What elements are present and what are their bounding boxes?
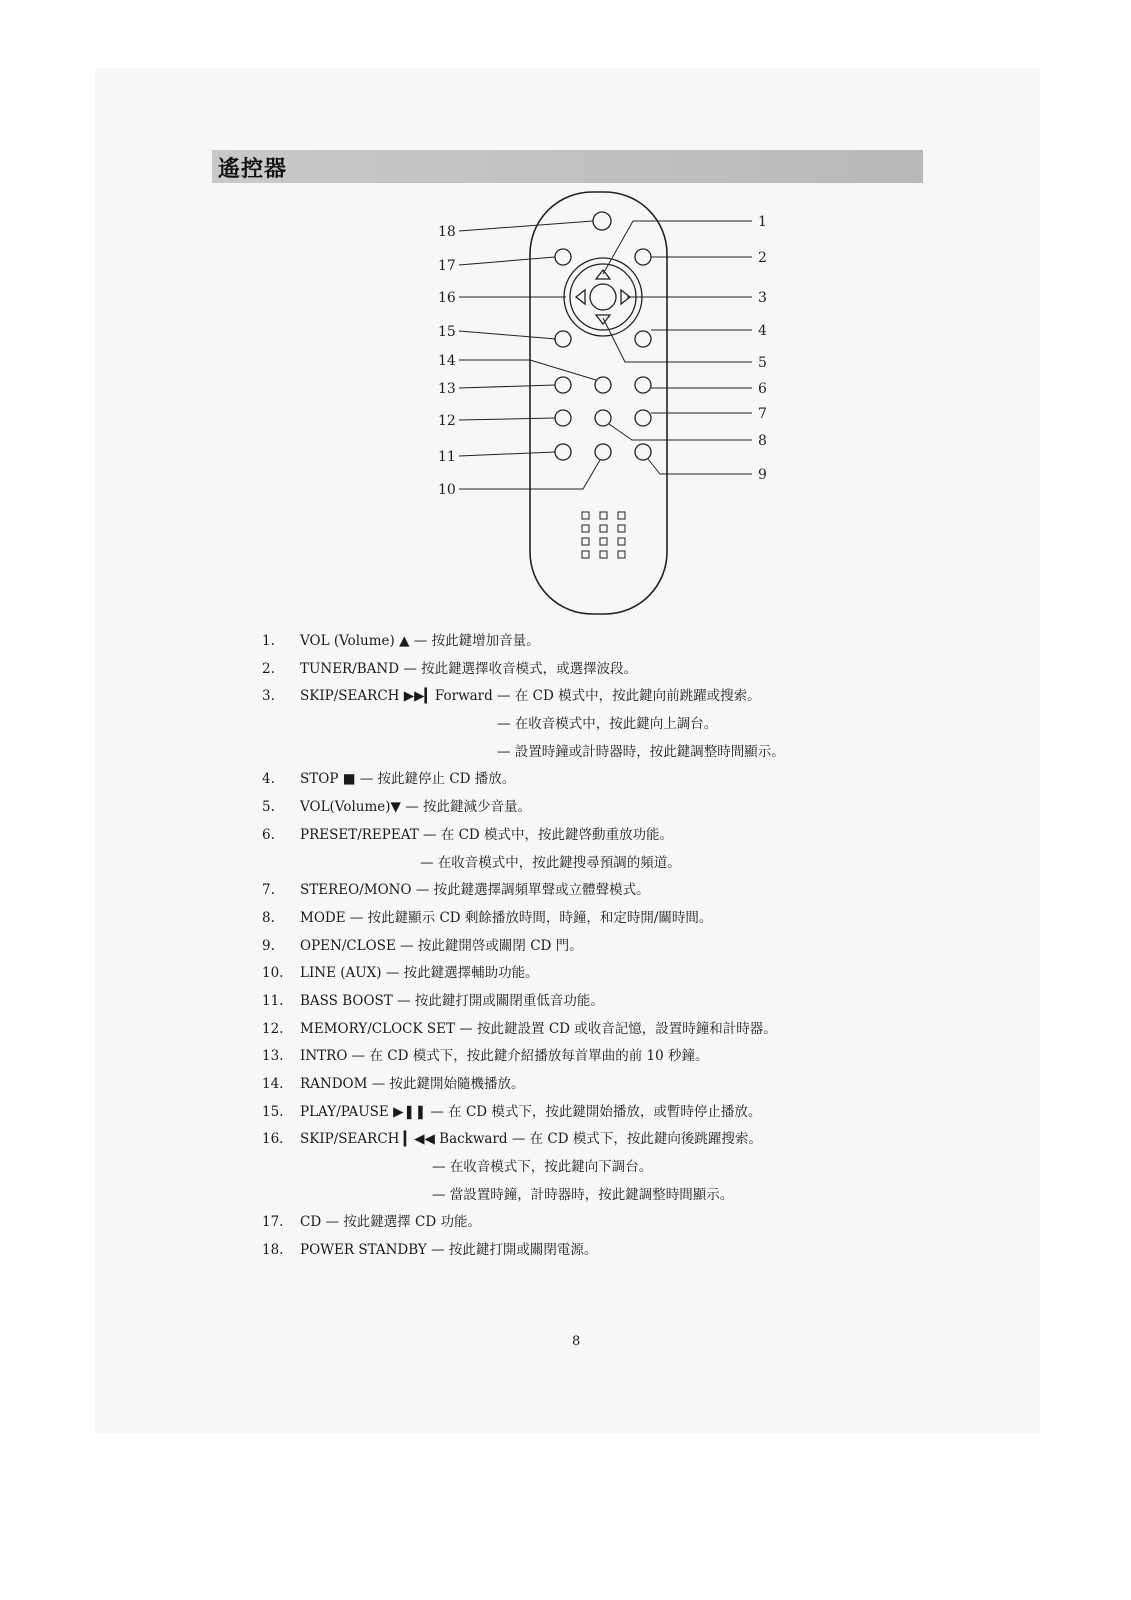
- item-number: 17.: [262, 1214, 284, 1231]
- list-item: [262, 683, 962, 711]
- item-text: OPEN/CLOSE — 按此鍵開啓或關閉 CD 門。: [300, 937, 583, 954]
- stop-button-shape: [590, 284, 616, 310]
- item-text: BASS BOOST — 按此鍵打開或關閉重低音功能。: [300, 992, 604, 1009]
- item-text: SKIP/SEARCH ▎◀◀ Backward — 在 CD 模式下，按此鍵向後跳躍搜索。: [300, 1131, 762, 1148]
- item-number: 18.: [262, 1242, 284, 1259]
- item-number: 7.: [262, 882, 275, 899]
- item-text: INTRO — 在 CD 模式下，按此鍵介紹播放每首單曲的前 10 秒鐘。: [300, 1048, 709, 1065]
- power-button-shape: [593, 212, 611, 230]
- callout-5: 5: [758, 355, 767, 371]
- list-item: [262, 1209, 962, 1237]
- item-text: SKIP/SEARCH ▶▶▎Forward — 在 CD 模式中，按此鍵向前跳躍或搜索。: [300, 688, 761, 705]
- callout-9: 9: [758, 467, 767, 483]
- skip-back-arrow: [576, 290, 585, 304]
- tuner-band-button-shape: [635, 249, 651, 265]
- item-number: 9.: [262, 937, 275, 954]
- vol-up-arrow: [596, 270, 610, 279]
- callout-7: 7: [758, 406, 767, 422]
- list-item: [262, 988, 962, 1016]
- item-text: POWER STANDBY — 按此鍵打開或關閉電源。: [300, 1242, 598, 1259]
- item-text: CD — 按此鍵選擇 CD 功能。: [300, 1214, 481, 1231]
- list-item: [262, 1126, 962, 1154]
- button-description-list: [262, 628, 962, 1265]
- intro-button-shape: [555, 377, 571, 393]
- item-number: 16.: [262, 1131, 284, 1148]
- callout-13: 13: [438, 381, 456, 397]
- item-number: 2.: [262, 660, 275, 677]
- callout-16: 16: [438, 290, 456, 306]
- item-number: 6.: [262, 826, 275, 843]
- callout-2: 2: [758, 250, 767, 266]
- list-item: [262, 960, 962, 988]
- list-item: [262, 1043, 962, 1071]
- open-close-button-shape: [635, 444, 651, 460]
- item-number: 13.: [262, 1048, 284, 1065]
- vol-down-arrow: [596, 315, 610, 324]
- item-text: RANDOM — 按此鍵開始隨機播放。: [300, 1076, 525, 1092]
- bass-button-shape: [555, 444, 571, 460]
- list-item: [262, 822, 962, 850]
- item-number: 10.: [262, 965, 284, 982]
- callout-18: 18: [438, 224, 456, 240]
- item-number: 3.: [262, 688, 275, 705]
- item-number: 1.: [262, 633, 275, 649]
- list-item-continuation: — 設置時鐘或計時器時，按此鍵調整時間顯示。: [497, 743, 785, 760]
- item-number: 5.: [262, 799, 275, 816]
- mode-button-shape: [595, 410, 611, 426]
- vol-down-button-shape: [635, 331, 651, 347]
- item-number: 8.: [262, 909, 275, 926]
- list-item: [262, 933, 962, 961]
- callout-12: 12: [438, 413, 456, 429]
- list-item-continuation: — 當設置時鐘，計時器時，按此鍵調整時間顯示。: [432, 1186, 734, 1203]
- callout-1: 1: [758, 214, 767, 230]
- callout-10: 10: [438, 482, 456, 498]
- item-text: MEMORY/CLOCK SET — 按此鍵設置 CD 或收音記憶，設置時鐘和計時器。: [300, 1020, 777, 1037]
- item-text: MODE — 按此鍵顯示 CD 剩餘播放時間，時鐘，和定時開/關時間。: [300, 909, 713, 926]
- item-text: LINE (AUX) — 按此鍵選擇輔助功能。: [300, 965, 539, 982]
- callout-11: 11: [438, 449, 456, 465]
- item-text: TUNER/BAND — 按此鍵選擇收音模式，或選擇波段。: [300, 660, 638, 677]
- callout-8: 8: [758, 433, 767, 449]
- list-item: [262, 1071, 962, 1099]
- speaker-grille: [582, 512, 625, 558]
- preset-button-shape: [635, 377, 651, 393]
- item-number: 12.: [262, 1020, 284, 1037]
- line-button-shape: [595, 444, 611, 460]
- list-item: [262, 905, 962, 933]
- callout-leader-lines: [459, 221, 752, 489]
- callout-14: 14: [438, 353, 456, 369]
- random-button-shape: [595, 377, 611, 393]
- item-number: 11.: [262, 992, 284, 1009]
- list-item: [262, 656, 962, 684]
- callout-3: 3: [758, 290, 767, 306]
- item-text: STOP ■ — 按此鍵停止 CD 播放。: [300, 771, 516, 788]
- callout-6: 6: [758, 381, 767, 397]
- list-item: [262, 628, 962, 656]
- list-item: [262, 1016, 962, 1044]
- item-number: 15.: [262, 1103, 284, 1120]
- item-text: PRESET/REPEAT — 在 CD 模式中，按此鍵啓動重放功能。: [300, 826, 674, 843]
- memory-button-shape: [555, 410, 571, 426]
- list-item-continuation: — 在收音模式中，按此鍵搜尋預調的頻道。: [420, 854, 681, 871]
- cd-button-shape: [555, 249, 571, 265]
- page-number: 8: [572, 1334, 581, 1349]
- item-number: 14.: [262, 1076, 284, 1092]
- list-item-continuation: — 在收音模式下，按此鍵向下調台。: [432, 1159, 653, 1176]
- list-item: [262, 877, 962, 905]
- remote-body: [530, 192, 667, 614]
- item-number: 4.: [262, 771, 275, 788]
- callout-17: 17: [438, 258, 456, 274]
- item-text: VOL (Volume) ▲ — 按此鍵增加音量。: [300, 633, 540, 649]
- list-item: [262, 1099, 962, 1127]
- item-text: STEREO/MONO — 按此鍵選擇調頻單聲或立體聲模式。: [300, 882, 650, 899]
- callout-4: 4: [758, 323, 767, 339]
- list-item-continuation: — 在收音模式中，按此鍵向上調台。: [497, 716, 718, 733]
- stereo-button-shape: [635, 410, 651, 426]
- list-item: [262, 794, 962, 822]
- item-text: PLAY/PAUSE ▶❚❚ — 在 CD 模式下，按此鍵開始播放，或暫時停止播放。: [300, 1103, 762, 1120]
- item-text: VOL(Volume)▼ — 按此鍵減少音量。: [300, 799, 531, 816]
- play-pause-button-shape: [555, 331, 571, 347]
- list-item: [262, 1237, 962, 1265]
- list-item: [262, 766, 962, 794]
- callout-15: 15: [438, 324, 456, 340]
- section-title: 遙控器: [218, 157, 288, 182]
